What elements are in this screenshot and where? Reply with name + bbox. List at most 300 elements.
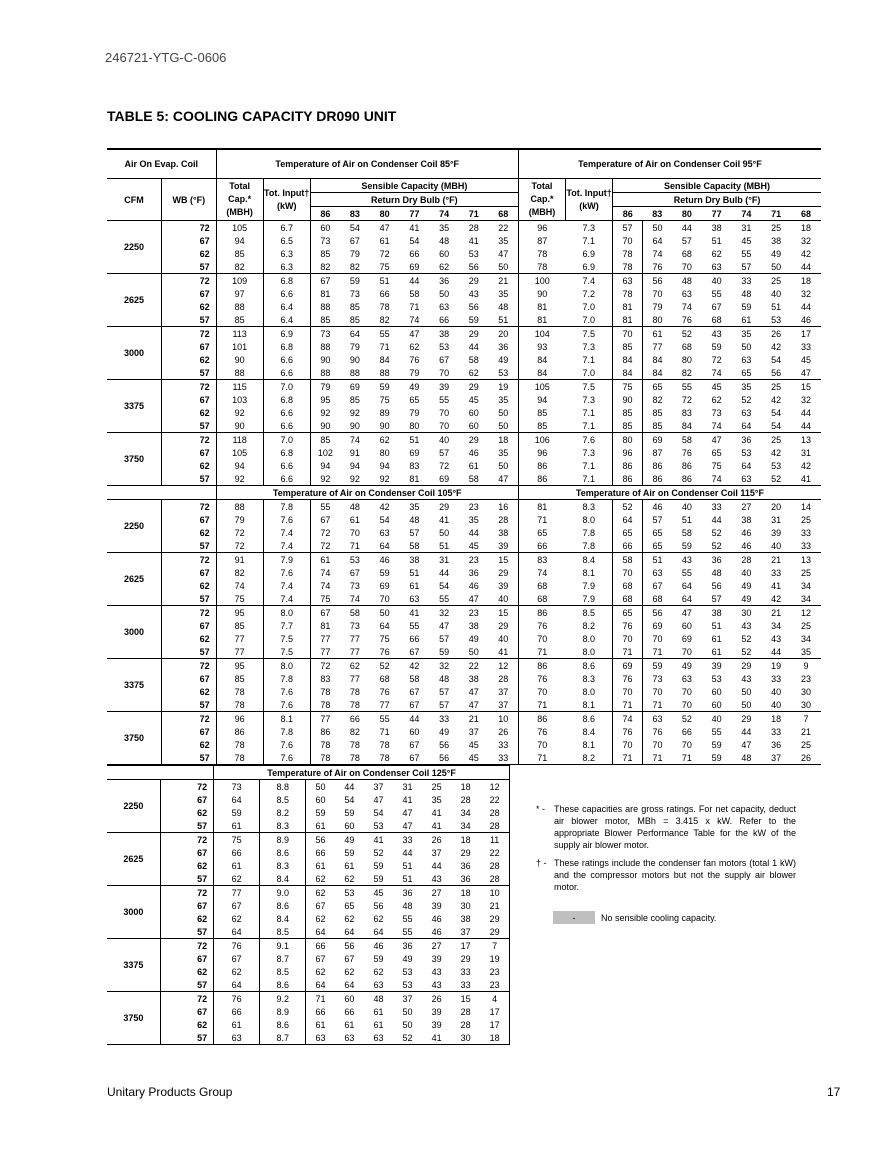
sensible-value: 33	[711, 501, 722, 512]
sensible-value: 60	[468, 407, 479, 418]
sensible-value: 67	[409, 739, 420, 750]
sensible-value: 67	[399, 645, 429, 659]
sensible-value: 27	[741, 501, 752, 512]
sensible-value: 90	[370, 419, 400, 433]
sensible-value: 28	[460, 1019, 471, 1030]
sensible-value: 44	[409, 713, 420, 724]
sensible-value: 28	[480, 859, 509, 872]
sensible-value: 23	[480, 965, 509, 978]
wb-value: 72	[162, 380, 217, 394]
total-cap-value: 7.8	[566, 526, 613, 539]
sensible-value: 77	[370, 698, 400, 712]
sensible-value: 37	[489, 698, 519, 712]
sensible-value: 52	[702, 539, 732, 553]
wb-value: 62	[160, 859, 213, 872]
sensible-value: 70	[672, 698, 702, 712]
sensible-value: 67	[315, 953, 326, 964]
table-row	[107, 366, 821, 380]
sensible-value: 59	[672, 539, 702, 553]
tot-input-value: 76	[613, 725, 643, 738]
temp-125-header: Temperature of Air on Condenser Coil 125°F	[214, 766, 510, 780]
sensible-value: 25	[771, 222, 782, 233]
sensible-value: 68	[642, 592, 672, 606]
total-cap-value: 94	[216, 234, 263, 247]
sensible-value: 55	[681, 567, 692, 578]
sensible-value: 68	[537, 580, 548, 591]
sensible-value: 57	[439, 633, 450, 644]
sensible-value: 83	[320, 673, 331, 684]
tot-input-value: 74	[613, 712, 643, 726]
total-cap-value: 61	[214, 1018, 260, 1031]
cfm-value: 2250	[107, 500, 162, 553]
sensible-value: 59	[741, 301, 752, 312]
total-cap-value: 64	[214, 925, 260, 939]
sensible-value: 35	[439, 222, 450, 233]
sensible-value: 45	[468, 394, 479, 405]
wb-value: 62	[162, 526, 217, 539]
wb-value: 72	[162, 712, 217, 726]
sensible-value: 67	[711, 301, 722, 312]
sensible-value: 70	[672, 260, 702, 274]
tot-input-value: 7.4	[263, 579, 310, 592]
sensible-value: 48	[439, 673, 450, 684]
sensible-value: 61	[344, 860, 355, 871]
return-db-value: 71	[761, 207, 791, 221]
sensible-value: 64	[335, 925, 364, 939]
sensible-value: 44	[791, 260, 821, 274]
sensible-value: 25	[771, 434, 782, 445]
sensible-value: 38	[771, 235, 782, 246]
total-cap-header-95: Total Cap.* (MBH)	[518, 179, 565, 221]
sensible-value: 87	[537, 235, 548, 246]
sensible-value: 38	[711, 607, 722, 618]
sensible-value: 64	[306, 925, 335, 939]
sensible-value: 72	[320, 660, 331, 671]
sensible-value: 49	[468, 633, 479, 644]
wb-value: 72	[162, 659, 217, 673]
sensible-value: 40	[711, 275, 722, 286]
table-row	[107, 566, 821, 579]
sensible-value: 56	[468, 301, 479, 312]
sensible-value: 36	[451, 872, 480, 886]
sensible-value: 30	[451, 1031, 480, 1045]
tot-input-value: 7.8	[263, 725, 310, 738]
sensible-value: 76	[681, 447, 692, 458]
sensible-value: 55	[681, 381, 692, 392]
sensible-value: 58	[681, 434, 692, 445]
table-row	[107, 446, 821, 459]
sensible-value: 40	[711, 713, 722, 724]
total-cap-value: 78	[216, 751, 263, 765]
sensible-value: 48	[349, 501, 360, 512]
total-cap-value: 78	[216, 685, 263, 698]
sensible-value: 71	[340, 539, 370, 553]
table-row	[107, 539, 821, 553]
sensible-value: 36	[402, 940, 413, 951]
sensible-value: 31	[771, 514, 782, 525]
sensible-value: 46	[431, 913, 442, 924]
sensible-value: 38	[460, 913, 471, 924]
sensible-value: 22	[468, 660, 479, 671]
sensible-value: 50	[439, 527, 450, 538]
sensible-value: 47	[489, 472, 519, 486]
sensible-value: 30	[791, 698, 821, 712]
return-db-value: 68	[791, 207, 821, 221]
sensible-value: 63	[364, 1031, 393, 1045]
sensible-value: 50	[315, 781, 326, 792]
sensible-value: 77	[310, 645, 340, 659]
sensible-value: 57	[409, 527, 420, 538]
sensible-value: 62	[409, 341, 420, 352]
return-db-value: 86	[613, 207, 643, 221]
sensible-value: 44	[439, 567, 450, 578]
sensible-value: 49	[344, 834, 355, 845]
sensible-value: 78	[379, 301, 390, 312]
table-row	[107, 300, 821, 313]
sensible-value: 51	[393, 872, 422, 886]
sensible-value: 44	[761, 645, 791, 659]
sensible-value: 36	[711, 554, 722, 565]
wb-value: 67	[160, 952, 213, 965]
wb-value: 57	[162, 366, 217, 380]
table-row	[107, 939, 510, 953]
temp-115-header: Temperature of Air on Condenser Coil 115°F	[518, 486, 821, 500]
sensible-value: 64	[379, 620, 390, 631]
table-row	[107, 859, 510, 872]
sensible-value: 90	[310, 419, 340, 433]
table-row	[107, 952, 510, 965]
total-cap-value: 64	[214, 978, 260, 992]
total-cap-value: 74	[216, 579, 263, 592]
table-row	[107, 459, 821, 472]
sensible-value: 70	[429, 366, 459, 380]
sensible-value: 58	[349, 607, 360, 618]
total-cap-value: 88	[216, 300, 263, 313]
sensible-value: 27	[431, 940, 442, 951]
tot-input-value: 90	[613, 393, 643, 406]
sensible-value: 50	[652, 222, 663, 233]
total-cap-value: 66	[214, 846, 260, 859]
sensible-value: 39	[711, 660, 722, 671]
sensible-value: 63	[741, 407, 752, 418]
sensible-value: 76	[642, 260, 672, 274]
sensible-value: 60	[335, 819, 364, 833]
total-cap-value: 6.9	[566, 247, 613, 260]
total-cap-value: 75	[214, 833, 260, 847]
wb-value: 57	[162, 539, 217, 553]
sensible-value: 46	[379, 554, 390, 565]
cfm-value: 2250	[107, 221, 162, 274]
sensible-value: 67	[349, 567, 360, 578]
document-id: 246721-YTG-C-0606	[105, 50, 227, 65]
sensible-value: 84	[379, 354, 390, 365]
sensible-value: 47	[439, 620, 450, 631]
sensible-value: 33	[439, 713, 450, 724]
sensible-value: 48	[439, 235, 450, 246]
sensible-value: 60	[409, 726, 420, 737]
sensible-value: 82	[310, 260, 340, 274]
sensible-value: 55	[393, 925, 422, 939]
sensible-value: 41	[409, 222, 420, 233]
sensible-value: 12	[489, 659, 519, 673]
sensible-value: 74	[320, 580, 331, 591]
sensible-value: 51	[652, 554, 663, 565]
sensible-value: 59	[379, 567, 390, 578]
sensible-value: 62	[315, 966, 326, 977]
sensible-value: 28	[460, 794, 471, 805]
sensible-value: 38	[489, 526, 519, 539]
sensible-value: 51	[379, 275, 390, 286]
tot-input-value: 85	[613, 340, 643, 353]
sensible-value: 54	[771, 354, 782, 365]
sensible-value: 70	[652, 686, 663, 697]
tot-input-value: 7.6	[263, 566, 310, 579]
table-row	[107, 632, 821, 645]
legend-swatch: -	[553, 911, 595, 924]
total-cap-value: 67	[214, 952, 260, 965]
sensible-value: 50	[402, 1019, 413, 1030]
sensible-value: 75	[370, 260, 400, 274]
tot-input-value: 8.7	[260, 952, 306, 965]
tot-input-value: 6.7	[263, 221, 310, 235]
sensible-value: 61	[349, 514, 360, 525]
total-cap-value: 7.5	[566, 327, 613, 341]
sensible-value: 50	[761, 260, 791, 274]
wb-value: 62	[162, 632, 217, 645]
sensible-value: 66	[344, 1006, 355, 1017]
page-number: 17	[827, 1085, 841, 1099]
sensible-value: 53	[393, 978, 422, 992]
total-cap-header-85: Total Cap.* (MBH)	[216, 179, 263, 221]
sensible-value: 93	[537, 341, 548, 352]
sensible-value: 64	[370, 539, 400, 553]
total-cap-value: 115	[216, 380, 263, 394]
wb-value: 57	[160, 978, 213, 992]
sensible-value: 54	[771, 407, 782, 418]
return-db-header-95: Return Dry Bulb (°F)	[613, 193, 821, 207]
sensible-value: 55	[711, 288, 722, 299]
sensible-value: 25	[431, 781, 442, 792]
sensible-value: 33	[800, 341, 811, 352]
sensible-value: 4	[480, 992, 509, 1006]
sensible-value: 67	[315, 900, 326, 911]
table-row	[107, 419, 821, 433]
sensible-value: 41	[468, 235, 479, 246]
sensible-value: 36	[402, 887, 413, 898]
sensible-value: 50	[459, 645, 489, 659]
cfm-value: 3750	[107, 433, 162, 486]
return-db-value: 86	[310, 207, 340, 221]
tot-input-value: 8.5	[260, 925, 306, 939]
sensible-value: 50	[741, 686, 752, 697]
sensible-value: 56	[344, 940, 355, 951]
sensible-value: 64	[741, 460, 752, 471]
sensible-value: 82	[349, 726, 360, 737]
sensible-value: 36	[489, 340, 519, 353]
tot-input-value: 6.8	[263, 446, 310, 459]
sensible-value: 67	[399, 751, 429, 765]
table-row	[107, 606, 821, 620]
table-row	[107, 472, 821, 486]
sensible-value: 88	[320, 301, 331, 312]
table-row	[107, 793, 510, 806]
return-db-value: 83	[642, 207, 672, 221]
sensible-value: 67	[439, 354, 450, 365]
total-cap-value: 8.0	[566, 632, 613, 645]
sensible-value: 27	[431, 887, 442, 898]
sensible-value: 63	[439, 301, 450, 312]
notes	[536, 803, 796, 899]
sensible-value: 86	[537, 713, 548, 724]
sensible-value: 31	[800, 447, 811, 458]
sensible-value: 57	[439, 686, 450, 697]
sensible-value: 71	[672, 751, 702, 765]
sensible-value: 56	[373, 900, 384, 911]
sensible-value: 40	[741, 567, 752, 578]
sensible-value: 74	[340, 592, 370, 606]
sensible-value: 63	[741, 354, 752, 365]
sensible-value: 68	[518, 592, 565, 606]
tot-input-value: 8.4	[260, 872, 306, 886]
sensible-value: 80	[681, 354, 692, 365]
total-cap-value: 85	[216, 672, 263, 685]
tot-input-value: 7.6	[263, 513, 310, 526]
tot-input-value: 70	[613, 738, 643, 751]
tot-input-value: 7.6	[263, 698, 310, 712]
sensible-value: 64	[306, 978, 335, 992]
sensible-value: 50	[489, 406, 519, 419]
tot-input-value: 8.8	[260, 780, 306, 794]
total-cap-value: 8.6	[566, 659, 613, 673]
sensible-value: 39	[439, 381, 450, 392]
wb-value: 62	[162, 300, 217, 313]
sensible-value: 55	[379, 713, 390, 724]
sensible-value: 50	[489, 459, 519, 472]
sensible-value: 53	[489, 366, 519, 380]
total-cap-value: 7.3	[566, 340, 613, 353]
sensible-value: 61	[320, 554, 331, 565]
wb-header: WB (°F)	[162, 179, 217, 221]
sensible-value: 75	[711, 460, 722, 471]
table-row	[107, 393, 821, 406]
sensible-value: 54	[379, 514, 390, 525]
total-cap-value: 8.0	[566, 513, 613, 526]
sensible-value: 38	[468, 620, 479, 631]
wb-value: 57	[162, 645, 217, 659]
sensible-value: 21	[480, 899, 509, 912]
tot-input-value: 64	[613, 513, 643, 526]
sensible-value: 72	[310, 539, 340, 553]
sensible-value: 35	[489, 234, 519, 247]
sensible-value: 73	[349, 580, 360, 591]
sensible-value: 78	[537, 248, 548, 259]
sensible-value: 68	[681, 341, 692, 352]
sensible-value: 67	[652, 580, 663, 591]
sensible-value: 52	[741, 394, 752, 405]
wb-value: 62	[162, 406, 217, 419]
sensible-value: 73	[711, 407, 722, 418]
sensible-value: 17	[800, 328, 811, 339]
sensible-value: 32	[439, 607, 450, 618]
table-row	[107, 965, 510, 978]
tot-input-value: 7.5	[263, 645, 310, 659]
sensible-value: 92	[370, 472, 400, 486]
sensible-value: 94	[320, 460, 331, 471]
sensible-value: 74	[349, 434, 360, 445]
sensible-value: 30	[460, 900, 471, 911]
sensible-value: 47	[459, 592, 489, 606]
sensible-value: 78	[370, 751, 400, 765]
sensible-value: 62	[315, 887, 326, 898]
total-cap-value: 82	[216, 566, 263, 579]
sensible-value: 14	[800, 501, 811, 512]
tot-input-value: 8.3	[260, 859, 306, 872]
tot-input-value: 85	[613, 419, 643, 433]
total-cap-value: 7.9	[566, 579, 613, 592]
sensible-value: 53	[439, 341, 450, 352]
sensible-value: 51	[489, 313, 519, 327]
sensible-value: 45	[373, 887, 384, 898]
sensible-value: 79	[409, 407, 420, 418]
sensible-value: 85	[320, 248, 331, 259]
sensible-value: 77	[340, 645, 370, 659]
total-cap-value: 7.3	[566, 393, 613, 406]
total-cap-value: 8.4	[566, 553, 613, 567]
sensible-value: 49	[402, 953, 413, 964]
wb-value: 62	[162, 738, 217, 751]
sensible-value: 52	[393, 1031, 422, 1045]
sensible-value: 44	[468, 341, 479, 352]
sensible-value: 72	[320, 527, 331, 538]
sensible-value: 18	[480, 1031, 509, 1045]
tot-input-value: 7.4	[263, 539, 310, 553]
tot-input-value: 7.0	[263, 433, 310, 447]
sensible-value: 80	[642, 313, 672, 327]
sensible-value: 78	[379, 739, 390, 750]
sensible-value: 95	[320, 394, 331, 405]
total-cap-value: 61	[214, 819, 260, 833]
sensible-value: 86	[672, 472, 702, 486]
sensible-value: 61	[315, 860, 326, 871]
table-row	[107, 1018, 510, 1031]
sensible-value: 28	[460, 1006, 471, 1017]
sensible-value: 23	[800, 673, 811, 684]
sensible-value: 78	[310, 698, 340, 712]
sensible-value: 82	[340, 260, 370, 274]
sensible-value: 56	[761, 366, 791, 380]
sensible-value: 48	[711, 567, 722, 578]
wb-value: 62	[162, 459, 217, 472]
sensible-value: 52	[711, 527, 722, 538]
sensible-value: 51	[409, 567, 420, 578]
wb-value: 62	[162, 353, 217, 366]
sensible-value: 63	[732, 472, 762, 486]
tot-input-value: 8.4	[260, 912, 306, 925]
sensible-value: 64	[652, 235, 663, 246]
sensible-value: 34	[771, 620, 782, 631]
sensible-value: 71	[518, 751, 565, 765]
sensible-header-85: Sensible Capacity (MBH)	[310, 179, 518, 193]
sensible-value: 41	[431, 807, 442, 818]
sensible-value: 46	[468, 447, 479, 458]
sensible-value: 41	[402, 794, 413, 805]
sensible-value: 28	[489, 672, 519, 685]
sensible-value: 70	[537, 739, 548, 750]
sensible-value: 56	[429, 751, 459, 765]
table-row	[107, 592, 821, 606]
sensible-value: 59	[459, 313, 489, 327]
sensible-value: 37	[489, 685, 519, 698]
